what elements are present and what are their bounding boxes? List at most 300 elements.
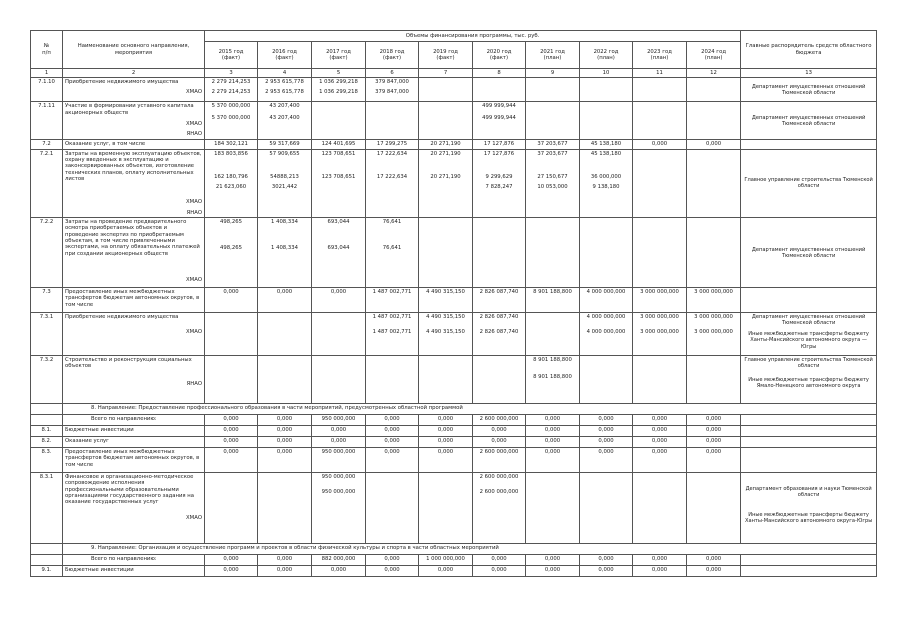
value-text: 2 279 214,253: [211, 79, 251, 86]
value-text: 124 401,695: [321, 141, 356, 148]
value-cell: [258, 356, 312, 404]
value-cell: [419, 102, 473, 140]
admin-text: Департамент имущественных отношений Тюменской области: [751, 247, 866, 260]
admin-text: Департамент имущественных отношений Тюменской области: [751, 314, 866, 327]
table-row: [31, 288, 877, 313]
row-admin: [741, 356, 877, 404]
value-text: 3 000 000,000: [640, 314, 679, 321]
value-text: 0,000: [544, 567, 561, 574]
row-num: 7.2.2: [31, 218, 63, 288]
row-admin: [741, 448, 877, 473]
admin-subtext: Иные межбюджетные трансферты бюджету Ханты-Мансийского автономного округа-Югры: [744, 512, 873, 525]
value-text: 0,000: [598, 556, 614, 563]
value-text: 0,000: [384, 438, 400, 445]
value-text: 4 490 315,150: [426, 329, 465, 336]
value-text: 0,000: [437, 449, 454, 456]
value-cell: [205, 437, 258, 448]
value-text: 1 487 002,771: [372, 314, 412, 321]
value-text: 27 150,677: [537, 174, 568, 181]
value-cell: [258, 140, 312, 149]
value-text: 0,000: [544, 438, 561, 445]
value-text: 0,000: [223, 289, 239, 296]
value-cell: [526, 566, 580, 577]
value-text: 3 000 000,000: [694, 329, 733, 336]
row-name: [63, 313, 205, 356]
value-cell: [633, 437, 687, 448]
table-row: [31, 437, 877, 448]
value-text: 499 999,944: [482, 114, 516, 121]
territory-label: ХМАО: [186, 277, 202, 284]
value-text: 1 000 000,000: [426, 556, 465, 563]
value-text: 0,000: [544, 556, 561, 563]
value-cell: [258, 218, 312, 288]
value-text: 0,000: [651, 449, 668, 456]
value-text: 0,000: [651, 556, 668, 563]
value-text: 10 053,000: [537, 184, 568, 191]
section-title: 8. Направление: Предоставление профессионального образования в части мероприятий, предусмотренных областной программой: [63, 404, 877, 415]
row-admin: [741, 313, 877, 356]
value-cell: [312, 448, 366, 473]
value-cell: [580, 218, 633, 288]
row-name-text: Затраты на проведение предварительного осмотра приобретаемых объектов и проведение экспертиз по приобретаемым объектам, в том числе привлеченными экспертами, на оплату обязательных платежей при создании акционерных обществ: [65, 219, 200, 257]
row-name: Всего по направлению:: [63, 555, 205, 566]
value-cell: [580, 426, 633, 437]
value-cell: [687, 415, 741, 426]
value-text: 3021,442: [271, 184, 298, 191]
admin-text: Главное управление строительства Тюменской области: [744, 357, 873, 370]
value-cell: [687, 555, 741, 566]
value-cell: [633, 566, 687, 577]
value-cell: [419, 356, 473, 404]
value-text: 498,265: [220, 219, 242, 226]
value-cell: [312, 426, 366, 437]
row-name: Предоставление иных межбюджетных трансфертов бюджетам автономных округов, в том числе: [63, 448, 205, 473]
row-admin: [741, 555, 877, 566]
value-text: 0,000: [276, 289, 293, 296]
value-cell: [687, 102, 741, 140]
value-cell: [419, 415, 473, 426]
value-cell: [205, 415, 258, 426]
territory-label: ХМАО: [186, 199, 202, 206]
territory-label: ЯНАО: [186, 380, 202, 387]
row-admin: [741, 437, 877, 448]
header-admin: Главные распорядитель средств областного бюджета: [741, 31, 877, 69]
value-cell: [687, 356, 741, 404]
value-text: 0,000: [276, 449, 293, 456]
value-cell: [258, 78, 312, 102]
value-cell: [633, 78, 687, 102]
value-text: 499 999,944: [482, 103, 516, 110]
value-text: 2 279 214,253: [211, 88, 251, 95]
row-admin: [741, 426, 877, 437]
row-name: [63, 78, 205, 102]
value-cell: [366, 218, 419, 288]
value-text: 0,000: [705, 449, 722, 456]
value-cell: [312, 313, 366, 356]
value-text: 0,000: [491, 567, 507, 574]
value-cell: [258, 102, 312, 140]
value-cell: [473, 448, 526, 473]
value-cell: [419, 555, 473, 566]
value-text: 0,000: [384, 567, 400, 574]
value-cell: [419, 313, 473, 356]
value-cell: [312, 415, 366, 426]
value-cell: [526, 140, 580, 149]
value-cell: [419, 140, 473, 149]
value-cell: [473, 426, 526, 437]
value-text: 4 000 000,000: [586, 329, 626, 336]
header-year: 2018 год (факт): [366, 42, 419, 69]
col-number: 9: [526, 69, 580, 78]
value-cell: [312, 288, 366, 313]
row-admin: [741, 218, 877, 288]
value-cell: [580, 313, 633, 356]
value-text: 693,044: [327, 219, 350, 226]
value-cell: [366, 415, 419, 426]
value-cell: [687, 78, 741, 102]
row-num: [31, 555, 63, 566]
admin-text: Департамент образования и науки Тюменской области: [745, 486, 872, 499]
value-text: 76,641: [382, 245, 402, 252]
value-text: 0,000: [491, 427, 507, 434]
value-cell: [526, 288, 580, 313]
value-text: 0,000: [276, 427, 293, 434]
territory-label: ЯНАО: [186, 131, 202, 138]
table-row: [31, 102, 877, 140]
value-text: 0,000: [651, 141, 668, 148]
value-text: 0,000: [223, 438, 239, 445]
value-cell: [526, 415, 580, 426]
row-num: 7.1.11: [31, 102, 63, 140]
row-name: Бюджетные инвестиции: [63, 426, 205, 437]
row-admin: [741, 473, 877, 544]
value-text: 882 000,000: [321, 556, 356, 563]
header-year: 2020 год (факт): [473, 42, 526, 69]
value-cell: [312, 437, 366, 448]
value-cell: [312, 149, 366, 217]
value-text: 2 826 087,740: [479, 329, 519, 336]
value-text: 9 138,180: [592, 184, 620, 191]
value-text: 0,000: [384, 449, 400, 456]
value-cell: [473, 473, 526, 544]
col-number: 5: [312, 69, 366, 78]
value-text: 0,000: [384, 427, 400, 434]
value-cell: [473, 437, 526, 448]
value-cell: [687, 566, 741, 577]
row-admin: [741, 78, 877, 102]
value-cell: [473, 288, 526, 313]
value-text: 2 953 615,778: [265, 79, 304, 86]
value-cell: [580, 473, 633, 544]
row-name: Предоставление иных межбюджетных трансфертов бюджетам автономных округов, в том числе: [63, 288, 205, 313]
value-text: 2 953 615,778: [265, 88, 304, 95]
row-name: [63, 473, 205, 544]
value-cell: [419, 218, 473, 288]
value-cell: [580, 555, 633, 566]
value-cell: [633, 356, 687, 404]
value-cell: [526, 448, 580, 473]
header-year: 2015 год (факт): [205, 42, 258, 69]
value-text: 54888,213: [270, 174, 299, 181]
value-text: 0,000: [276, 567, 293, 574]
value-text: 0,000: [598, 438, 614, 445]
value-cell: [526, 473, 580, 544]
value-text: 37 203,677: [537, 150, 568, 157]
value-cell: [687, 437, 741, 448]
value-text: 2 600 000,000: [479, 449, 519, 456]
value-cell: [419, 473, 473, 544]
col-number: 8: [473, 69, 526, 78]
value-text: 0,000: [705, 427, 722, 434]
value-text: 0,000: [330, 427, 347, 434]
value-cell: [473, 140, 526, 149]
value-text: 45 138,180: [590, 141, 622, 148]
value-text: 0,000: [491, 556, 507, 563]
value-text: 57 909,655: [269, 150, 300, 157]
value-cell: [258, 288, 312, 313]
table-row: [31, 566, 877, 577]
value-cell: [473, 102, 526, 140]
row-admin: [741, 566, 877, 577]
value-text: 21 623,060: [215, 184, 247, 191]
value-cell: [687, 426, 741, 437]
value-cell: [205, 149, 258, 217]
admin-text: Главное управление строительства Тюменской области: [744, 176, 873, 189]
row-num: 7.1.10: [31, 78, 63, 102]
value-cell: [633, 473, 687, 544]
row-num: 7.3: [31, 288, 63, 313]
value-cell: [366, 140, 419, 149]
value-cell: [366, 356, 419, 404]
value-text: 498,265: [220, 245, 242, 252]
value-text: 2 826 087,740: [479, 289, 519, 296]
value-text: 0,000: [223, 449, 239, 456]
row-num: 8.3.: [31, 448, 63, 473]
value-cell: [580, 437, 633, 448]
value-text: 4 490 315,150: [426, 314, 465, 321]
value-text: 693,044: [327, 245, 350, 252]
value-text: 0,000: [276, 556, 293, 563]
value-text: 45 138,180: [590, 150, 622, 157]
value-text: 9 299,629: [485, 174, 513, 181]
value-text: 950 000,000: [321, 449, 356, 456]
value-text: 0,000: [223, 427, 239, 434]
value-cell: [205, 448, 258, 473]
row-num: [31, 404, 63, 415]
value-text: 0,000: [705, 438, 722, 445]
value-text: 950 000,000: [321, 489, 356, 496]
value-cell: [205, 566, 258, 577]
row-admin: [741, 415, 877, 426]
row-name: Всего по направлению:: [63, 415, 205, 426]
header-volumes: Объемы финансирования программы, тыс. руб.: [205, 31, 741, 42]
value-cell: [633, 448, 687, 473]
value-cell: [580, 102, 633, 140]
header-year: 2019 год (факт): [419, 42, 473, 69]
admin-subtext: Иные межбюджетные трансферты бюджету Ямало-Ненецкого автономного округа: [748, 377, 869, 390]
value-cell: [205, 288, 258, 313]
value-cell: [473, 415, 526, 426]
column-numbers-row: [31, 69, 877, 78]
value-text: 0,000: [598, 567, 614, 574]
admin-text: Департамент имущественных отношений Тюменской области: [751, 115, 866, 128]
table-row: [31, 149, 877, 217]
row-name: Оказание услуг, в том числе: [63, 140, 205, 149]
value-text: 1 487 002,771: [372, 329, 412, 336]
value-text: 4 000 000,000: [586, 314, 626, 321]
value-text: 0,000: [437, 427, 454, 434]
row-name-text: Приобретение недвижимого имущества: [65, 79, 179, 86]
value-text: 3 000 000,000: [640, 289, 679, 296]
value-cell: [366, 149, 419, 217]
value-cell: [258, 313, 312, 356]
value-text: 0,000: [384, 556, 400, 563]
row-admin: [741, 102, 877, 140]
value-cell: [258, 149, 312, 217]
value-cell: [687, 448, 741, 473]
value-cell: [205, 140, 258, 149]
value-cell: [473, 356, 526, 404]
value-cell: [419, 448, 473, 473]
value-cell: [633, 140, 687, 149]
value-cell: [366, 288, 419, 313]
value-cell: [580, 288, 633, 313]
value-text: 379 847,000: [375, 79, 409, 86]
value-cell: [633, 426, 687, 437]
value-text: 0,000: [384, 416, 400, 423]
section-title: 9. Направление: Организация и осуществление программ и проектов в области физической культуры и спорта в части областных мероприятий: [63, 544, 877, 555]
header-year: 2016 год (факт): [258, 42, 312, 69]
value-cell: [205, 78, 258, 102]
col-number: 3: [205, 69, 258, 78]
value-cell: [312, 473, 366, 544]
header-name: Наименование основного направления, мероприятия: [63, 31, 205, 69]
value-cell: [419, 288, 473, 313]
value-cell: [580, 448, 633, 473]
value-cell: [473, 566, 526, 577]
value-cell: [526, 437, 580, 448]
value-text: 123 708,651: [321, 150, 356, 157]
value-text: 162 180,796: [214, 174, 248, 181]
value-cell: [473, 555, 526, 566]
section-title-row: [31, 544, 877, 555]
value-cell: [633, 555, 687, 566]
row-name: Оказание услуг: [63, 437, 205, 448]
value-cell: [633, 102, 687, 140]
table-row: [31, 218, 877, 288]
row-num: 8.2.: [31, 437, 63, 448]
value-cell: [312, 356, 366, 404]
value-text: 0,000: [437, 416, 454, 423]
value-text: 3 000 000,000: [694, 314, 733, 321]
value-cell: [687, 288, 741, 313]
value-cell: [366, 555, 419, 566]
value-cell: [205, 313, 258, 356]
table-row: [31, 415, 877, 426]
row-num: [31, 415, 63, 426]
row-name-text: Строительство и реконструкция социальных объектов: [65, 357, 192, 370]
value-cell: [687, 149, 741, 217]
col-number: 10: [580, 69, 633, 78]
header-year: 2021 год (план): [526, 42, 580, 69]
value-text: 1 036 299,218: [319, 79, 358, 86]
value-text: 0,000: [276, 416, 293, 423]
value-text: 5 370 000,000: [211, 103, 251, 110]
table-row: [31, 473, 877, 544]
territory-label: ХМАО: [186, 88, 202, 95]
value-cell: [526, 313, 580, 356]
value-text: 1 036 299,218: [319, 88, 358, 95]
header-year: 2017 год (факт): [312, 42, 366, 69]
value-cell: [419, 426, 473, 437]
value-text: 17 127,876: [483, 141, 515, 148]
value-text: 950 000,000: [321, 416, 356, 423]
value-text: 0,000: [437, 438, 454, 445]
value-cell: [258, 566, 312, 577]
value-text: 0,000: [544, 416, 561, 423]
table-row: [31, 140, 877, 149]
header-year: 2024 год (план): [687, 42, 741, 69]
value-text: 123 708,651: [321, 174, 356, 181]
header-num: № п/п: [31, 31, 63, 69]
row-admin: [741, 149, 877, 217]
value-cell: [366, 102, 419, 140]
value-text: 2 600 000,000: [479, 489, 519, 496]
value-text: 17 127,876: [483, 150, 515, 157]
value-text: 4 000 000,000: [586, 289, 626, 296]
col-number: 7: [419, 69, 473, 78]
row-name-text: Приобретение недвижимого имущества: [65, 314, 179, 321]
value-text: 0,000: [276, 438, 293, 445]
row-num: 8.3.1: [31, 473, 63, 544]
table-row: [31, 313, 877, 356]
row-name-text: Финансовое и организационно-методическое сопровождение исполнения профессиональными образовательными организациями государственного задания на оказание государственных услуг: [65, 474, 195, 506]
value-cell: [526, 102, 580, 140]
value-text: 0,000: [223, 556, 239, 563]
value-text: 0,000: [598, 427, 614, 434]
value-cell: [258, 473, 312, 544]
value-text: 0,000: [223, 567, 239, 574]
value-text: 1 408,334: [271, 245, 298, 252]
row-name-text: Участие в формировании уставного капитала акционерных обществ: [65, 103, 194, 116]
value-text: 0,000: [544, 449, 561, 456]
row-num: 7.3.1: [31, 313, 63, 356]
value-cell: [312, 140, 366, 149]
value-text: 0,000: [651, 567, 668, 574]
value-cell: [312, 566, 366, 577]
row-num: 7.2: [31, 140, 63, 149]
value-text: 0,000: [491, 438, 507, 445]
header-year: 2022 год (план): [580, 42, 633, 69]
value-text: 4 490 315,150: [426, 289, 465, 296]
value-cell: [205, 102, 258, 140]
value-cell: [580, 566, 633, 577]
value-text: 76,641: [382, 219, 402, 226]
value-cell: [312, 102, 366, 140]
admin-text: Департамент имущественных отношений Тюменской области: [751, 84, 866, 97]
row-name: [63, 102, 205, 140]
value-cell: [366, 78, 419, 102]
value-cell: [366, 426, 419, 437]
value-cell: [258, 415, 312, 426]
value-text: 3 000 000,000: [640, 329, 679, 336]
value-cell: [419, 566, 473, 577]
value-cell: [419, 437, 473, 448]
value-text: 8 901 188,800: [533, 357, 572, 364]
row-num: [31, 544, 63, 555]
row-name-text: Затраты на временную эксплуатацию объектов, охрану введенных в эксплуатацию и законсервированных объектов, изготовление технических планов, оплату исполнительных листов: [65, 150, 202, 183]
territory-label: ХМАО: [186, 121, 202, 128]
